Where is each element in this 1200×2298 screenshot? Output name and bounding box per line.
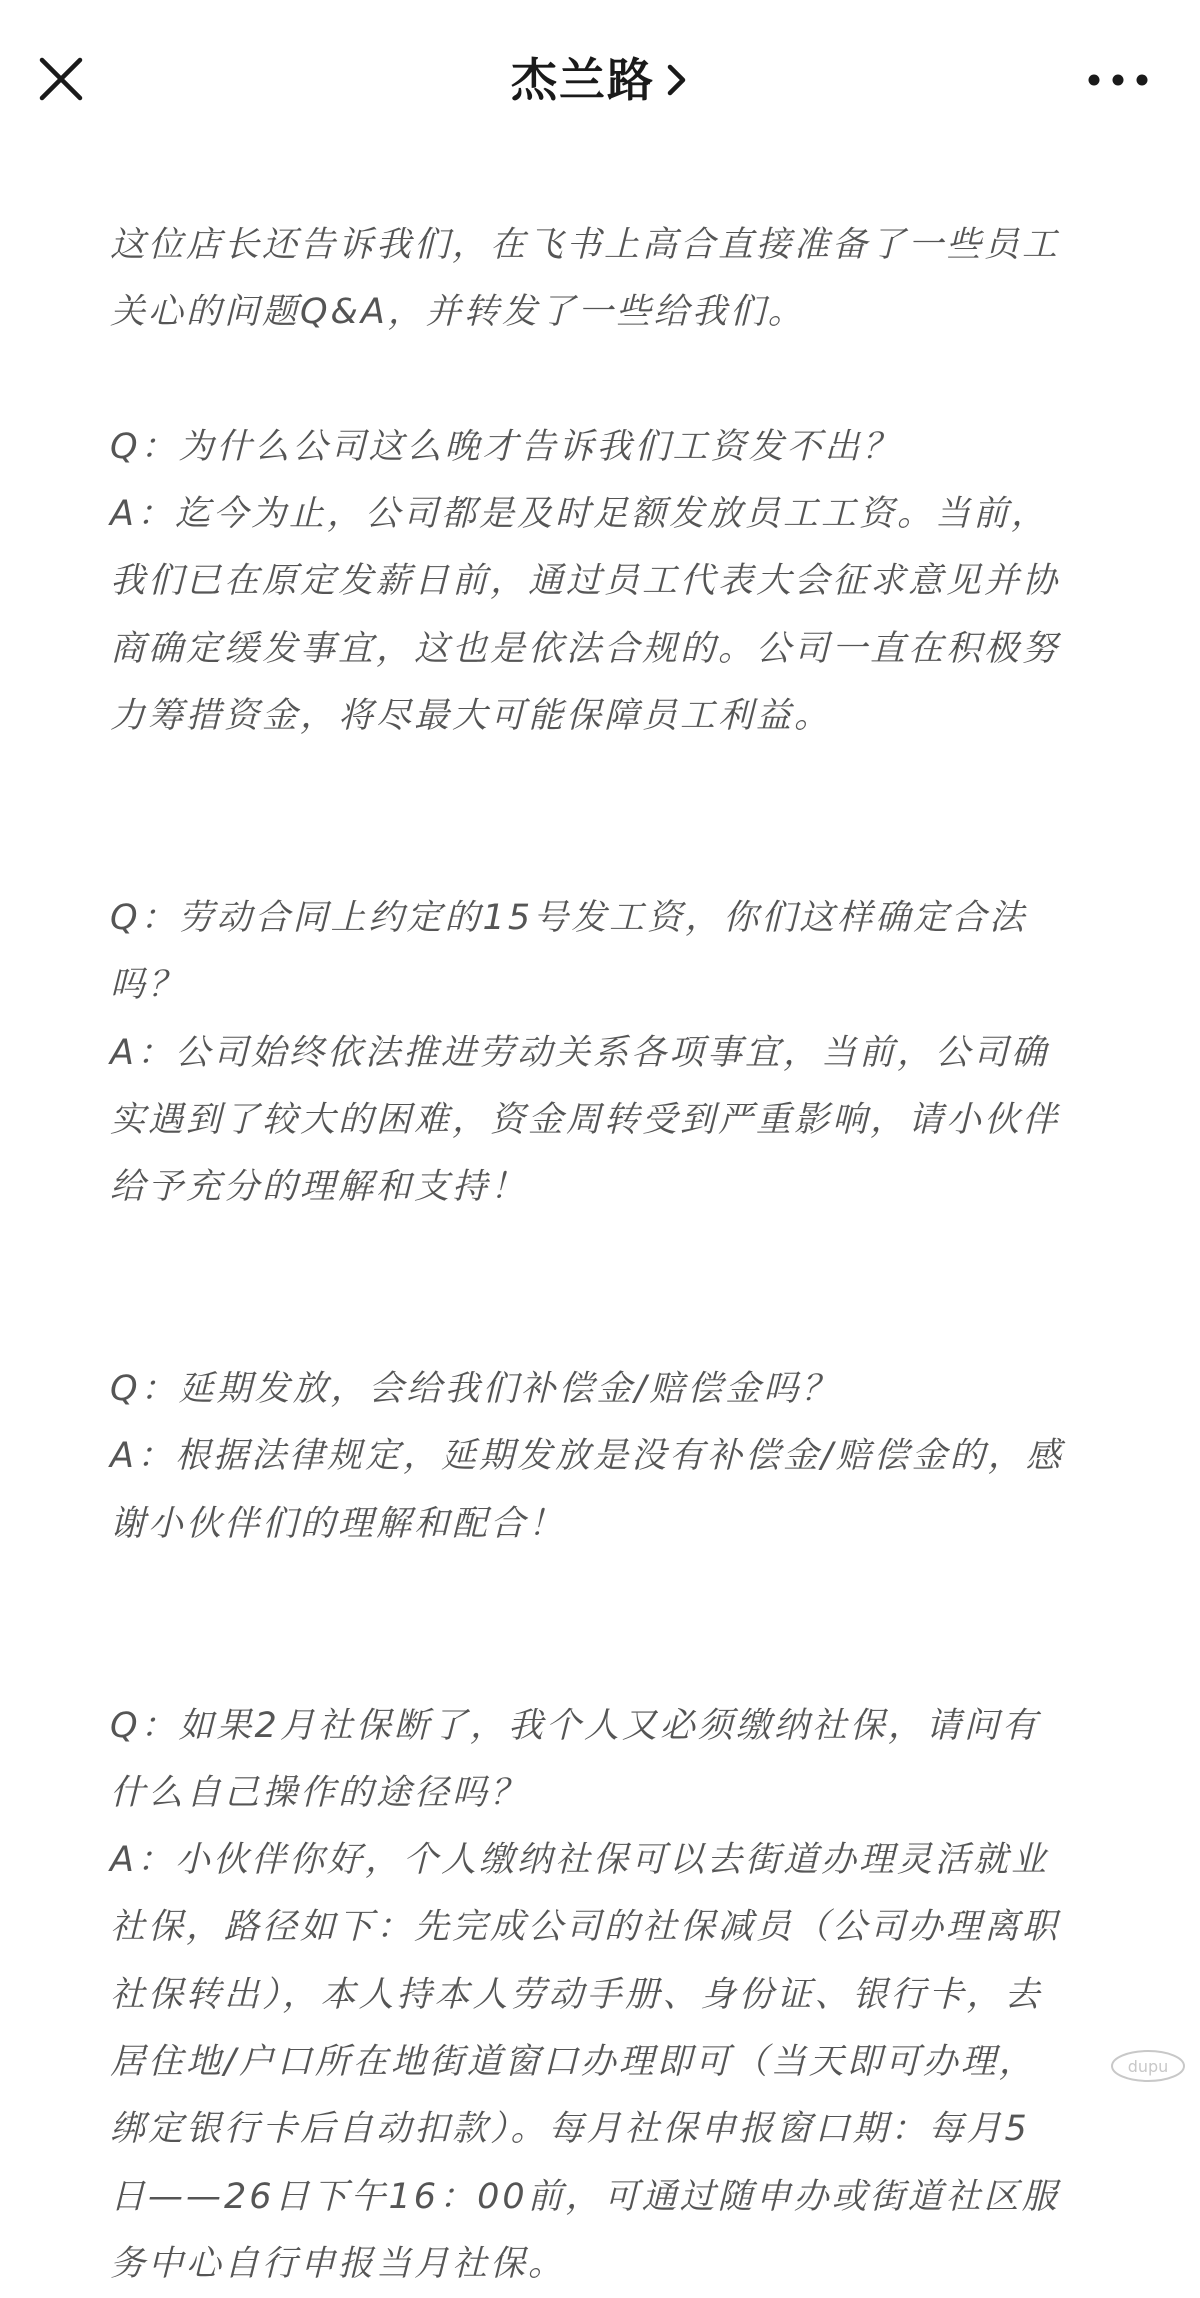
answer-line: 居住地/户口所在地街道窗口办理即可（当天即可办理， (110, 2042, 1037, 2083)
answer-line: 绑定银行卡后自动扣款）。每月社保申报窗口期：每月5 (110, 2109, 1030, 2150)
account-title[interactable]: 杰兰路 (511, 53, 655, 107)
more-options-button[interactable] (1082, 58, 1154, 102)
answer-line: A：小伙伴你好，个人缴纳社保可以去街道办理灵活就业 (110, 1840, 1049, 1881)
spacer (110, 1558, 1110, 1625)
answer-line: 商确定缓发事宜，这也是依法合规的。公司一直在积极努 (110, 628, 1061, 669)
article-body (110, 212, 1110, 2298)
spacer (110, 1289, 1110, 1356)
top-bar (0, 0, 1200, 160)
answer-line: A：迄今为止，公司都是及时足额发放员工工资。当前， (110, 494, 1049, 535)
answer-line: 给予充分的理解和支持！ (110, 1167, 529, 1208)
question-line: Q：为什么公司这么晚才告诉我们工资发不出？ (110, 426, 901, 467)
answer-line: 务中心自行申报当月社保。 (110, 2243, 567, 2284)
more-dots-icon (1082, 58, 1154, 102)
watermark-text: dupu (1127, 2057, 1169, 2076)
spacer (110, 1221, 1110, 1288)
question-line: Q：劳动合同上约定的15号发工资，你们这样确定合法 (110, 897, 1028, 938)
question-line: Q：延期发放，会给我们补偿金/赔偿金吗？ (110, 1369, 840, 1410)
answer-line: 社保，路径如下：先完成公司的社保减员（公司办理离职 (110, 1907, 1061, 1948)
answer-line: 实遇到了较大的困难，资金周转受到严重影响，请小伙伴 (110, 1099, 1061, 1140)
paragraph-line: 关心的问题Q&A，并转发了一些给我们。 (110, 292, 806, 333)
spacer (110, 818, 1110, 885)
answer-line: 日——26日下午16：00前，可通过随申办或街道社区服 (110, 2176, 1060, 2217)
chevron-right-icon[interactable] (665, 62, 689, 98)
answer-line: A：公司始终依法推进劳动关系各项事宜，当前，公司确 (110, 1032, 1049, 1073)
question-line: 吗？ (110, 965, 187, 1006)
answer-line: 谢小伙伴们的理解和配合！ (110, 1503, 567, 1544)
spacer (110, 1625, 1110, 1692)
question-line: Q：如果2月社保断了，我个人又必须缴纳社保，请问有 (110, 1705, 1040, 1746)
spacer (110, 347, 1110, 414)
paragraph-line: 这位店长还告诉我们，在飞书上高合直接准备了一些员工 (110, 225, 1061, 265)
answer-line: A：根据法律规定，延期发放是没有补偿金/赔偿金的，感 (110, 1436, 1064, 1477)
question-line: 什么自己操作的途径吗？ (110, 1772, 529, 1813)
answer-line: 我们已在原定发薪日前，通过员工代表大会征求意见并协 (110, 561, 1061, 602)
answer-line: 社保转出），本人持本人劳动手册、身份证、银行卡，去 (110, 1974, 1043, 2015)
answer-line: 力筹措资金，将尽最大可能保障员工利益。 (110, 696, 833, 737)
watermark-logo (1108, 2046, 1188, 2086)
spacer (110, 750, 1110, 817)
title-area (0, 48, 1200, 112)
